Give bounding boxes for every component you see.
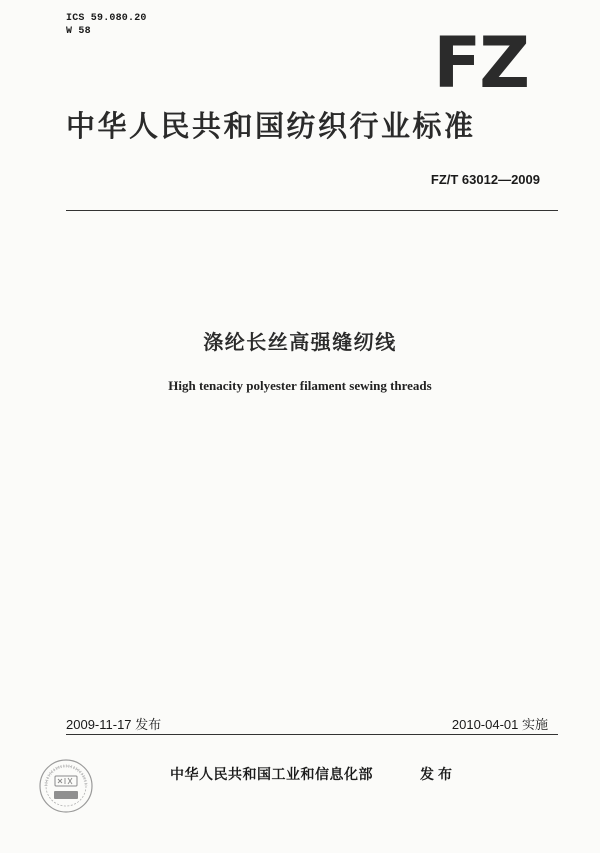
- footer-divider: [66, 734, 558, 735]
- standard-number: FZ/T 63012—2009: [430, 172, 540, 187]
- ics-code: ICS 59.080.20: [66, 13, 147, 24]
- header-divider: [66, 210, 558, 211]
- standard-category-title: 中华人民共和国纺织行业标准: [66, 109, 476, 143]
- publish-label: 发布: [420, 767, 456, 783]
- document-title-chinese: 涤纶长丝高强缝纫线: [203, 330, 397, 354]
- ccs-code: W 58: [66, 26, 91, 37]
- implementation-date: 2010-04-01 实施: [451, 717, 548, 732]
- anti-counterfeit-seal-icon: [38, 758, 94, 814]
- fz-logo: FZ: [433, 22, 528, 104]
- classification-codes: [66, 12, 147, 38]
- issue-date: 2009-11-17 发布: [66, 717, 162, 732]
- publisher-name: 中华人民共和国工业和信息化部: [170, 767, 373, 783]
- document-title-english: High tenacity polyester filament sewing threads: [168, 378, 432, 393]
